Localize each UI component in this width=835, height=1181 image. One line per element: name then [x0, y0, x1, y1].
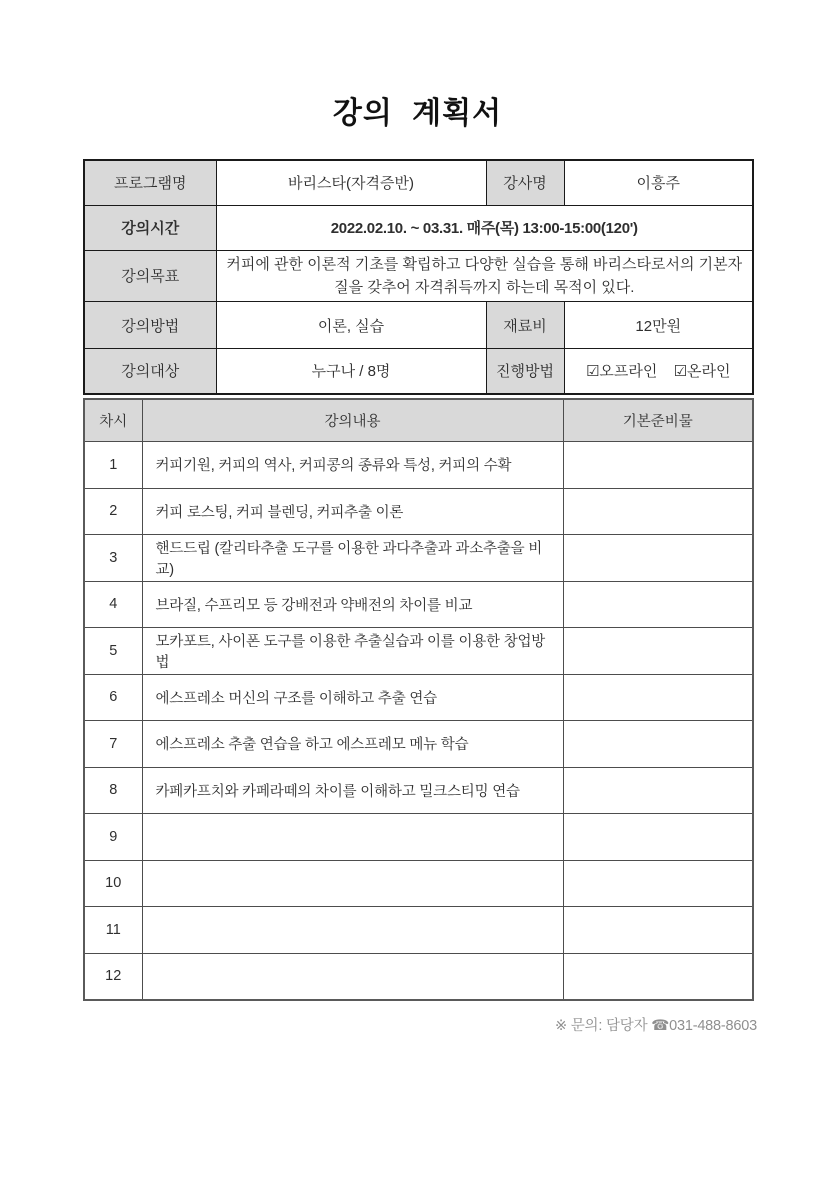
session-content — [142, 907, 563, 954]
schedule-row — [84, 721, 753, 768]
offline-checked-checkbox: ☑오프라인 — [585, 363, 658, 381]
session-materials — [563, 628, 753, 675]
session-materials — [563, 767, 753, 814]
session-number: 11 — [84, 907, 142, 954]
material-fee-label: 재료비 — [486, 302, 564, 349]
lecture-method-value: 이론, 실습 — [216, 302, 486, 349]
session-content: 모카포트, 사이폰 도구를 이용한 추출실습과 이를 이용한 창업방법 — [142, 628, 563, 675]
session-number: 6 — [84, 674, 142, 721]
page-title: 강의 계획서 — [332, 97, 503, 130]
session-materials — [563, 581, 753, 628]
session-number: 7 — [84, 721, 142, 768]
schedule-row — [84, 535, 753, 582]
session-content: 커피 로스팅, 커피 블렌딩, 커피추출 이론 — [142, 488, 563, 535]
session-content: 핸드드립 (칼리타추출 도구를 이용한 과다추출과 과소추출을 비교) — [142, 535, 563, 582]
info-row-time — [84, 205, 753, 250]
target-audience-label: 강의대상 — [84, 349, 216, 394]
session-materials — [563, 814, 753, 861]
delivery-mode-value — [564, 349, 753, 394]
session-materials — [563, 674, 753, 721]
program-name-label: 프로그램명 — [84, 160, 216, 205]
session-materials — [563, 721, 753, 768]
session-content: 에스프레소 추출 연습을 하고 에스프레모 메뉴 학습 — [142, 721, 563, 768]
info-row-program — [84, 160, 753, 205]
session-number: 2 — [84, 488, 142, 535]
session-content: 에스프레소 머신의 구조를 이해하고 추출 연습 — [142, 674, 563, 721]
schedule-row — [84, 581, 753, 628]
session-column-header: 차시 — [84, 399, 142, 442]
session-content — [142, 860, 563, 907]
session-content — [142, 814, 563, 861]
schedule-row — [84, 860, 753, 907]
schedule-row — [84, 814, 753, 861]
session-number: 12 — [84, 953, 142, 1000]
session-materials — [563, 535, 753, 582]
schedule-table — [83, 398, 754, 1001]
schedule-row — [84, 674, 753, 721]
target-audience-value: 누구나 / 8명 — [216, 349, 486, 394]
session-number: 1 — [84, 442, 142, 489]
lecture-time-label: 강의시간 — [84, 205, 216, 250]
materials-column-header: 기본준비물 — [563, 399, 753, 442]
session-number: 5 — [84, 628, 142, 675]
schedule-row — [84, 442, 753, 489]
session-number: 10 — [84, 860, 142, 907]
program-name-value: 바리스타(자격증반) — [216, 160, 486, 205]
session-content: 카페카프치와 카페라떼의 차이를 이해하고 밀크스티밍 연습 — [142, 767, 563, 814]
tables-container — [83, 159, 752, 1001]
schedule-row — [84, 488, 753, 535]
session-number: 8 — [84, 767, 142, 814]
info-row-target — [84, 349, 753, 394]
schedule-header-row — [84, 399, 753, 442]
session-number: 3 — [84, 535, 142, 582]
material-fee-value: 12만원 — [564, 302, 753, 349]
schedule-row — [84, 907, 753, 954]
schedule-row — [84, 628, 753, 675]
lecture-goal-value: 커피에 관한 이론적 기초를 확립하고 다양한 실습을 통해 바리스타로서의 기본자질을 갖추어 자격취득까지 하는데 목적이 있다. — [216, 250, 753, 302]
lecture-time-value: 2022.02.10. ~ 03.31. 매주(목) 13:00-15:00(120') — [216, 205, 753, 250]
session-content — [142, 953, 563, 1000]
session-number: 9 — [84, 814, 142, 861]
lecture-goal-label: 강의목표 — [84, 250, 216, 302]
session-materials — [563, 907, 753, 954]
instructor-value: 이흥주 — [564, 160, 753, 205]
info-row-method — [84, 302, 753, 349]
session-number: 4 — [84, 581, 142, 628]
contact-note: ※ 문의: 담당자 ☎031-488-8603 — [554, 1017, 757, 1034]
info-row-goal — [84, 250, 753, 302]
session-materials — [563, 953, 753, 1000]
session-materials — [563, 442, 753, 489]
schedule-row — [84, 953, 753, 1000]
session-content: 브라질, 수프리모 등 강배전과 약배전의 차이를 비교 — [142, 581, 563, 628]
delivery-mode-label: 진행방법 — [486, 349, 564, 394]
session-content: 커피기원, 커피의 역사, 커피콩의 종류와 특성, 커피의 수확 — [142, 442, 563, 489]
course-info-table — [83, 159, 754, 395]
content-column-header: 강의내용 — [142, 399, 563, 442]
online-checked-checkbox: ☑온라인 — [673, 363, 731, 381]
session-materials — [563, 860, 753, 907]
instructor-label: 강사명 — [486, 160, 564, 205]
session-materials — [563, 488, 753, 535]
schedule-row — [84, 767, 753, 814]
lecture-method-label: 강의방법 — [84, 302, 216, 349]
